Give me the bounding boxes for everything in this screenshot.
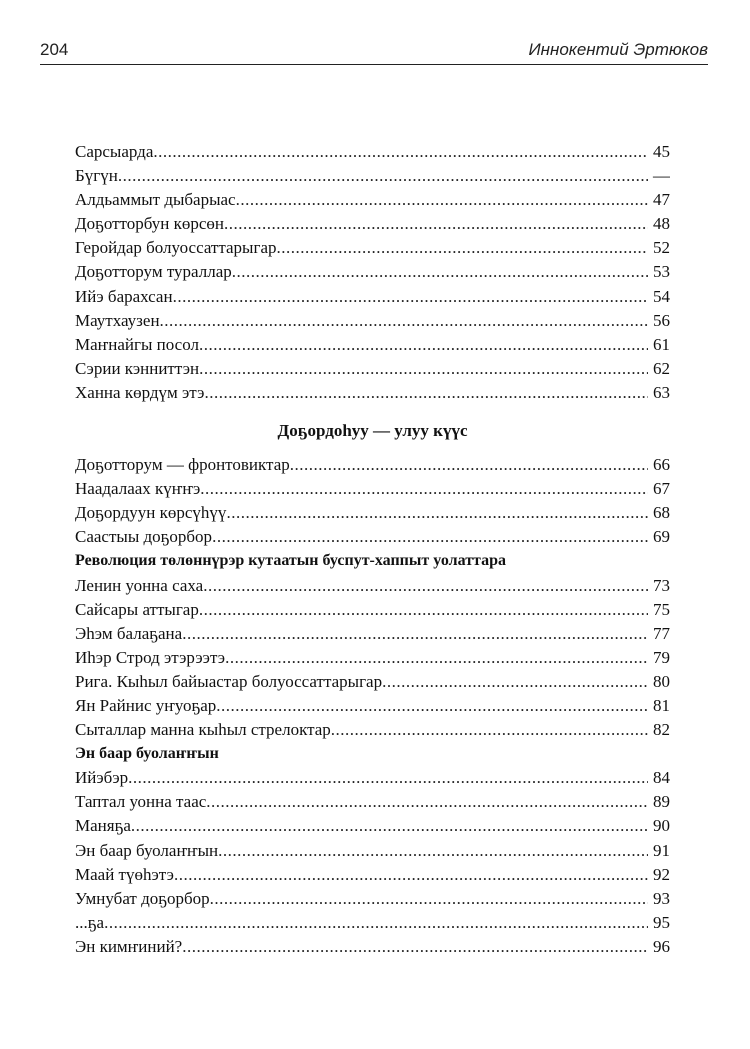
toc-entry-title: Наадалаах күҥҥэ (75, 479, 201, 499)
table-of-contents (75, 140, 670, 959)
toc-entry-page: 84 (653, 768, 670, 788)
toc-group-2 (75, 453, 670, 549)
toc-entry-page: 53 (653, 262, 670, 282)
toc-leader-dots (153, 140, 648, 164)
toc-leader-dots (182, 622, 648, 646)
toc-leader-dots (128, 766, 648, 790)
toc-entry (75, 140, 670, 164)
toc-entry-page: 63 (653, 382, 670, 402)
toc-leader-dots (277, 236, 649, 260)
toc-entry (75, 453, 670, 477)
toc-leader-dots (200, 477, 648, 501)
toc-entry-page: 56 (653, 310, 670, 330)
toc-leader-dots (118, 164, 648, 188)
toc-entry-page: 89 (653, 792, 670, 812)
toc-leader-dots (104, 911, 648, 935)
toc-entry-title: Саастыы доҕорбор (75, 527, 213, 547)
toc-entry (75, 935, 670, 959)
toc-leader-dots (226, 501, 648, 525)
toc-entry (75, 236, 670, 260)
toc-entry-title: Рига. Кыһыл байыастар болуоссаттарыгар (75, 671, 383, 691)
toc-entry-title: Эн кимҥиний? (75, 936, 183, 956)
toc-entry (75, 164, 670, 188)
toc-entry (75, 670, 670, 694)
toc-entry-title: Доҕотторбун көрсөн (75, 214, 225, 234)
toc-leader-dots (160, 309, 648, 333)
toc-entry-title: Маутхаузен (75, 310, 160, 330)
toc-entry-page: 73 (653, 575, 670, 595)
toc-entry (75, 790, 670, 814)
toc-entry-title: Иһэр Строд этэрээтэ (75, 647, 226, 667)
toc-entry-page: 91 (653, 840, 670, 860)
toc-leader-dots (204, 381, 648, 405)
toc-entry-page: 79 (653, 647, 670, 667)
toc-leader-dots (199, 357, 648, 381)
toc-entry-title: Таптал уонна таас (75, 792, 207, 812)
toc-entry (75, 285, 670, 309)
toc-entry (75, 718, 670, 742)
toc-entry (75, 839, 670, 863)
toc-entry (75, 911, 670, 935)
toc-entry-title: Геройдар болуоссаттарыгар (75, 238, 277, 258)
toc-entry (75, 694, 670, 718)
toc-entry (75, 501, 670, 525)
toc-entry-title: Маҥнайгы посол (75, 334, 199, 354)
toc-entry-page: 96 (653, 936, 670, 956)
toc-entry-page: 77 (653, 623, 670, 643)
toc-entry-page: 47 (653, 190, 670, 210)
toc-entry (75, 646, 670, 670)
toc-entry-title: Сыталлар манна кыһыл стрелоктар (75, 720, 331, 740)
toc-leader-dots (173, 285, 648, 309)
toc-entry-page: 68 (653, 503, 670, 523)
toc-leader-dots (182, 935, 648, 959)
toc-entry-title: Алдьаммыт дыбарыас (75, 190, 236, 210)
toc-entry-page: 48 (653, 214, 670, 234)
toc-entry (75, 598, 670, 622)
toc-entry (75, 188, 670, 212)
toc-entry-page: 66 (653, 455, 670, 475)
section-subheading-en-baar: Эн баар буолаҥҥын (75, 745, 219, 763)
toc-entry (75, 863, 670, 887)
toc-entry-title: Эһэм балаҕана (75, 623, 183, 643)
toc-entry-title: Доҕордуун көрсүһүү (75, 503, 227, 523)
toc-entry (75, 525, 670, 549)
toc-entry-page: 81 (653, 695, 670, 715)
toc-entry-title: Маняҕа (75, 816, 131, 836)
toc-entry (75, 477, 670, 501)
toc-entry (75, 622, 670, 646)
toc-leader-dots (236, 188, 648, 212)
toc-leader-dots (290, 453, 648, 477)
toc-entry (75, 574, 670, 598)
toc-group-3 (75, 574, 670, 743)
toc-entry-page: 61 (653, 334, 670, 354)
toc-leader-dots (216, 694, 648, 718)
toc-entry-title: Доҕотторум тураллар (75, 262, 232, 282)
toc-entry-page: 62 (653, 358, 670, 378)
toc-entry-title: Эн баар буолаҥҥын (75, 840, 219, 860)
toc-leader-dots (210, 887, 648, 911)
toc-leader-dots (331, 718, 648, 742)
toc-entry-page: 54 (653, 286, 670, 306)
toc-leader-dots (199, 598, 648, 622)
toc-entry (75, 381, 670, 405)
toc-entry-title: Сайсары аттыгар (75, 599, 199, 619)
toc-leader-dots (212, 525, 648, 549)
toc-leader-dots (206, 790, 648, 814)
toc-leader-dots (232, 260, 648, 284)
toc-leader-dots (225, 646, 648, 670)
toc-entry-page: 52 (653, 238, 670, 258)
toc-entry-page: 75 (653, 599, 670, 619)
toc-entry (75, 766, 670, 790)
toc-entry (75, 814, 670, 838)
toc-entry (75, 260, 670, 284)
toc-entry-title: Доҕотторум — фронтовиктар (75, 455, 290, 475)
section-subheading-revolution: Революция төлөннүрэр кутаатын буспут-хаппыт уолаттара (75, 552, 507, 570)
toc-leader-dots (224, 212, 648, 236)
toc-entry-page: 92 (653, 864, 670, 884)
toc-entry-page: 67 (653, 479, 670, 499)
toc-entry-page: 90 (653, 816, 670, 836)
toc-entry-page: 93 (653, 888, 670, 908)
running-head: Иннокентий Эртюков (528, 40, 708, 59)
toc-entry-page: 45 (653, 142, 670, 161)
toc-leader-dots (203, 574, 648, 598)
toc-entry (75, 357, 670, 381)
toc-entry-page: 80 (653, 671, 670, 691)
page-header (40, 34, 708, 65)
toc-leader-dots (199, 333, 648, 357)
toc-entry (75, 212, 670, 236)
section-heading: Доҕордоһуу — улуу күүс (277, 421, 468, 441)
toc-entry-title: Ийэ барахсан (75, 286, 173, 306)
toc-entry-title: Ленин уонна саха (75, 575, 204, 595)
toc-group-4 (75, 766, 670, 959)
toc-leader-dots (174, 863, 648, 887)
toc-entry-title: Ийэбэр (75, 768, 129, 788)
toc-entry (75, 309, 670, 333)
toc-entry-page: 69 (653, 527, 670, 547)
toc-leader-dots (218, 839, 648, 863)
toc-entry-title: Сарсыарда (75, 142, 154, 161)
toc-entry (75, 887, 670, 911)
toc-entry-title: ...ҕа (75, 912, 105, 932)
toc-entry-page: 95 (653, 912, 670, 932)
page-number: 204 (40, 40, 69, 59)
toc-entry-page: — (653, 166, 670, 186)
toc-entry-page: 82 (653, 720, 670, 740)
toc-leader-dots (131, 814, 648, 838)
toc-entry-title: Бүгүн (75, 166, 118, 186)
toc-entry-title: Ян Райнис уҥуоҕар (75, 695, 217, 715)
toc-entry-title: Маай түөһэтэ (75, 864, 174, 884)
toc-group-1 (75, 140, 670, 405)
toc-entry-title: Сэрии кэнниттэн (75, 358, 200, 378)
toc-entry-title: Умнубат доҕорбор (75, 888, 210, 908)
toc-leader-dots (382, 670, 648, 694)
toc-entry-title: Ханна көрдүм этэ (75, 382, 205, 402)
toc-entry (75, 333, 670, 357)
